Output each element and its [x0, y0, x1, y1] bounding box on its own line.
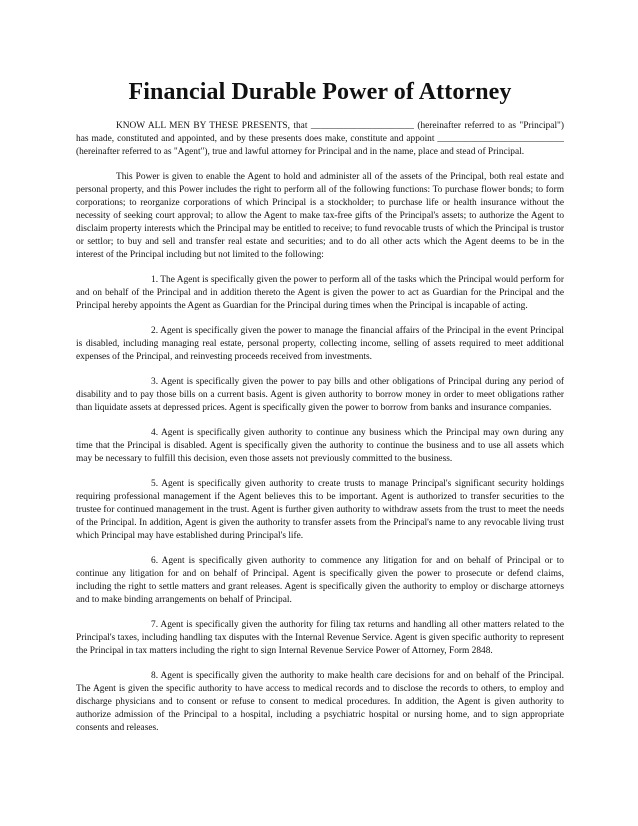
intro-paragraph: KNOW ALL MEN BY THESE PRESENTS, that ______________________ (hereinafter referred to as "Principal") has made, constituted and appointed, and by these presents does make, constitute and appoint ___________________________ (hereinafter referred to as "Agent"), true and lawful attorney for Principal and in the name, place and stead of Principal.: [76, 121, 564, 157]
clause-3: 3. Agent is specifically given the power to pay bills and other obligations of Principal during any period of disability and to pay those bills on a current basis. Agent is given authority to borrow money in order to meet obligations rather than liquidate assets at depressed prices. Agent is specifically given the power to borrow from banks and insurance companies.: [76, 377, 564, 413]
clause-8: 8. Agent is specifically given the authority to make health care decisions for and on behalf of the Principal. The Agent is given the specific authority to have access to medical records and to disclose the records to others, to employ and discharge physicians and to consent or refuse to consent to medical procedures. In addition, the Agent is given authority to authorize admission of the Principal to a hospital, including a psychiatric hospital or nursing home, and to sign appropriate consents and releases.: [76, 671, 564, 733]
general-power-paragraph: This Power is given to enable the Agent to hold and administer all of the assets of the Principal, both real estate and personal property, and this Power includes the right to perform all of the following functions: To purchase flower bonds; to form corporations; to reorganize corporations of which Principal is a stockholder; to purchase life or health insurance without the necessity of seeking court approval; to allow the Agent to make tax-free gifts of the Principal's assets; to authorize the Agent to disclaim property interests which the Principal may be entitled to receive; to fund revocable trusts of which the Principal is trustor or settlor; to buy and sell and transfer real estate and securities; and to do all other acts which the Agent deems to be in the interest of the Principal including but not limited to the following:: [76, 172, 564, 260]
document-title: Financial Durable Power of Attorney: [128, 79, 512, 105]
clause-1: 1. The Agent is specifically given the power to perform all of the tasks which the Principal would perform for and on behalf of the Principal and in addition thereto the Agent is given the power to act as Guardian for the Principal and the Principal hereby appoints the Agent as Guardian for the Principal during times when the Principal is incapable of acting.: [76, 275, 564, 311]
clause-7: 7. Agent is specifically given the authority for filing tax returns and handling all other matters related to the Principal's taxes, including handling tax disputes with the Internal Revenue Service. Agent is given specific authority to represent the Principal in tax matters including the right to sign Internal Revenue Service Power of Attorney, Form 2848.: [76, 620, 564, 656]
clause-2: 2. Agent is specifically given the power to manage the financial affairs of the Principal in the event Principal is disabled, including managing real estate, personal property, collecting income, selling of assets required to meet additional expenses of the Principal, and reinvesting proceeds received from investments.: [76, 326, 564, 362]
document-page: [76, 78, 564, 747]
clause-4: 4. Agent is specifically given authority to continue any business which the Principal may own during any time that the Principal is disabled. Agent is specifically given the authority to continue the business and to use all assets which may be necessary to fulfill this decision, even those assets not previously committed to the business.: [76, 428, 564, 464]
clause-5: 5. Agent is specifically given authority to create trusts to manage Principal's significant security holdings requiring professional management if the Agent believes this to be important. Agent is authorized to transfer securities to the trustee for continued management in the trust. Agent is further given authority to withdraw assets from the trust to meet the needs of the Principal. In addition, Agent is given the authority to transfer assets from the Principal's name to any revocable living trust which Principal may have established during Principal's life.: [76, 479, 564, 541]
clause-6: 6. Agent is specifically given authority to commence any litigation for and on behalf of Principal or to continue any litigation for and on behalf of Principal. Agent is specifically given the power to prosecute or defend claims, including the right to settle matters and grant releases. Agent is specifically given the authority to employ or discharge attorneys and to make binding arrangements on behalf of Principal.: [76, 556, 564, 605]
